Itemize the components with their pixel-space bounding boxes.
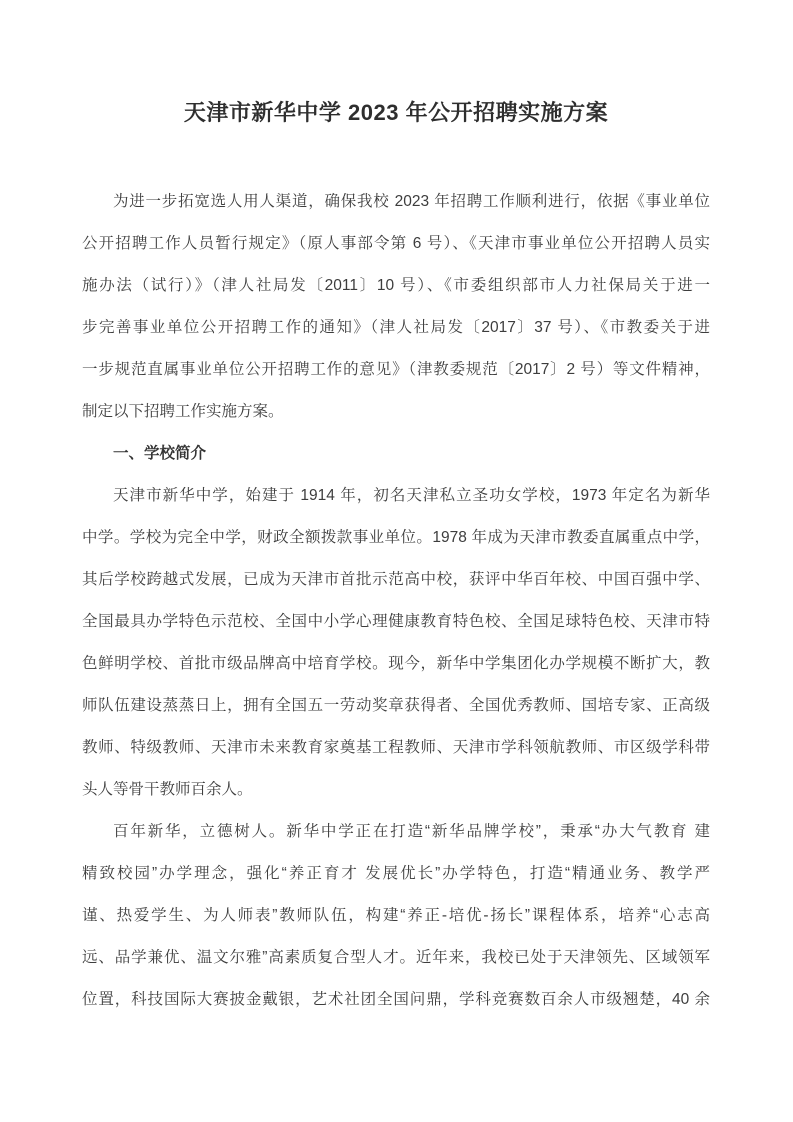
text-line: 色鲜明学校、首批市级品牌高中培育学校。现今，新华中学集团化办学规模不断扩大，教 <box>82 655 710 672</box>
paragraph <box>82 475 710 811</box>
text-line: 远、品学兼优、温文尔雅”高素质复合型人才。近年来，我校已处于天津领先、区域领军 <box>82 949 710 966</box>
document-title: 天津市新华中学 2023 年公开招聘实施方案 <box>183 100 609 125</box>
text-line: 谨、热爱学生、为人师表”教师队伍，构建“养正-培优-扬长”课程体系，培养“心志高 <box>82 907 710 924</box>
text-line: 为进一步拓宽选人用人渠道，确保我校 2023 年招聘工作顺利进行，依据《事业单位 <box>113 193 710 210</box>
text-line: 一步规范直属事业单位公开招聘工作的意见》（津教委规范〔2017〕2 号）等文件精神， <box>82 361 710 378</box>
text-line: 教师、特级教师、天津市未来教育家奠基工程教师、天津市学科领航教师、市区级学科带 <box>82 739 710 756</box>
text-line: 位置，科技国际大赛披金戴银，艺术社团全国问鼎，学科竞赛数百余人市级翘楚，40 余 <box>82 991 710 1008</box>
section-heading <box>82 433 710 475</box>
paragraph <box>82 181 710 433</box>
text-line: 步完善事业单位公开招聘工作的通知》（津人社局发〔2017〕37 号）、《市教委关于进 <box>82 319 710 336</box>
text-line: 精致校园”办学理念，强化“养正育才 发展优长”办学特色，打造“精通业务、教学严 <box>82 865 710 882</box>
text-line: 施办法（试行）》（津人社局发〔2011〕10 号）、《市委组织部市人力社保局关于进一 <box>82 277 710 294</box>
text-line: 中学。学校为完全中学，财政全额拨款事业单位。1978 年成为天津市教委直属重点中学， <box>82 529 710 546</box>
text-line: 头人等骨干教师百余人。 <box>82 781 253 798</box>
text-line: 公开招聘工作人员暂行规定》（原人事部令第 6 号）、《天津市事业单位公开招聘人员实 <box>82 235 710 252</box>
text-line: 师队伍建设蒸蒸日上，拥有全国五一劳动奖章获得者、全国优秀教师、国培专家、正高级 <box>82 697 710 714</box>
text-line: 天津市新华中学，始建于 1914 年，初名天津私立圣功女学校，1973 年定名为新华 <box>113 487 710 504</box>
section-heading-text: 一、学校简介 <box>113 445 207 462</box>
paragraph <box>82 811 710 1021</box>
document-body <box>82 181 710 1021</box>
text-line: 全国最具办学特色示范校、全国中小学心理健康教育特色校、全国足球特色校、天津市特 <box>82 613 710 630</box>
text-line: 百年新华，立德树人。新华中学正在打造“新华品牌学校”，秉承“办大气教育 建 <box>113 823 710 840</box>
text-line: 其后学校跨越式发展，已成为天津市首批示范高中校，获评中华百年校、中国百强中学、 <box>82 571 710 588</box>
text-line: 制定以下招聘工作实施方案。 <box>82 403 284 420</box>
